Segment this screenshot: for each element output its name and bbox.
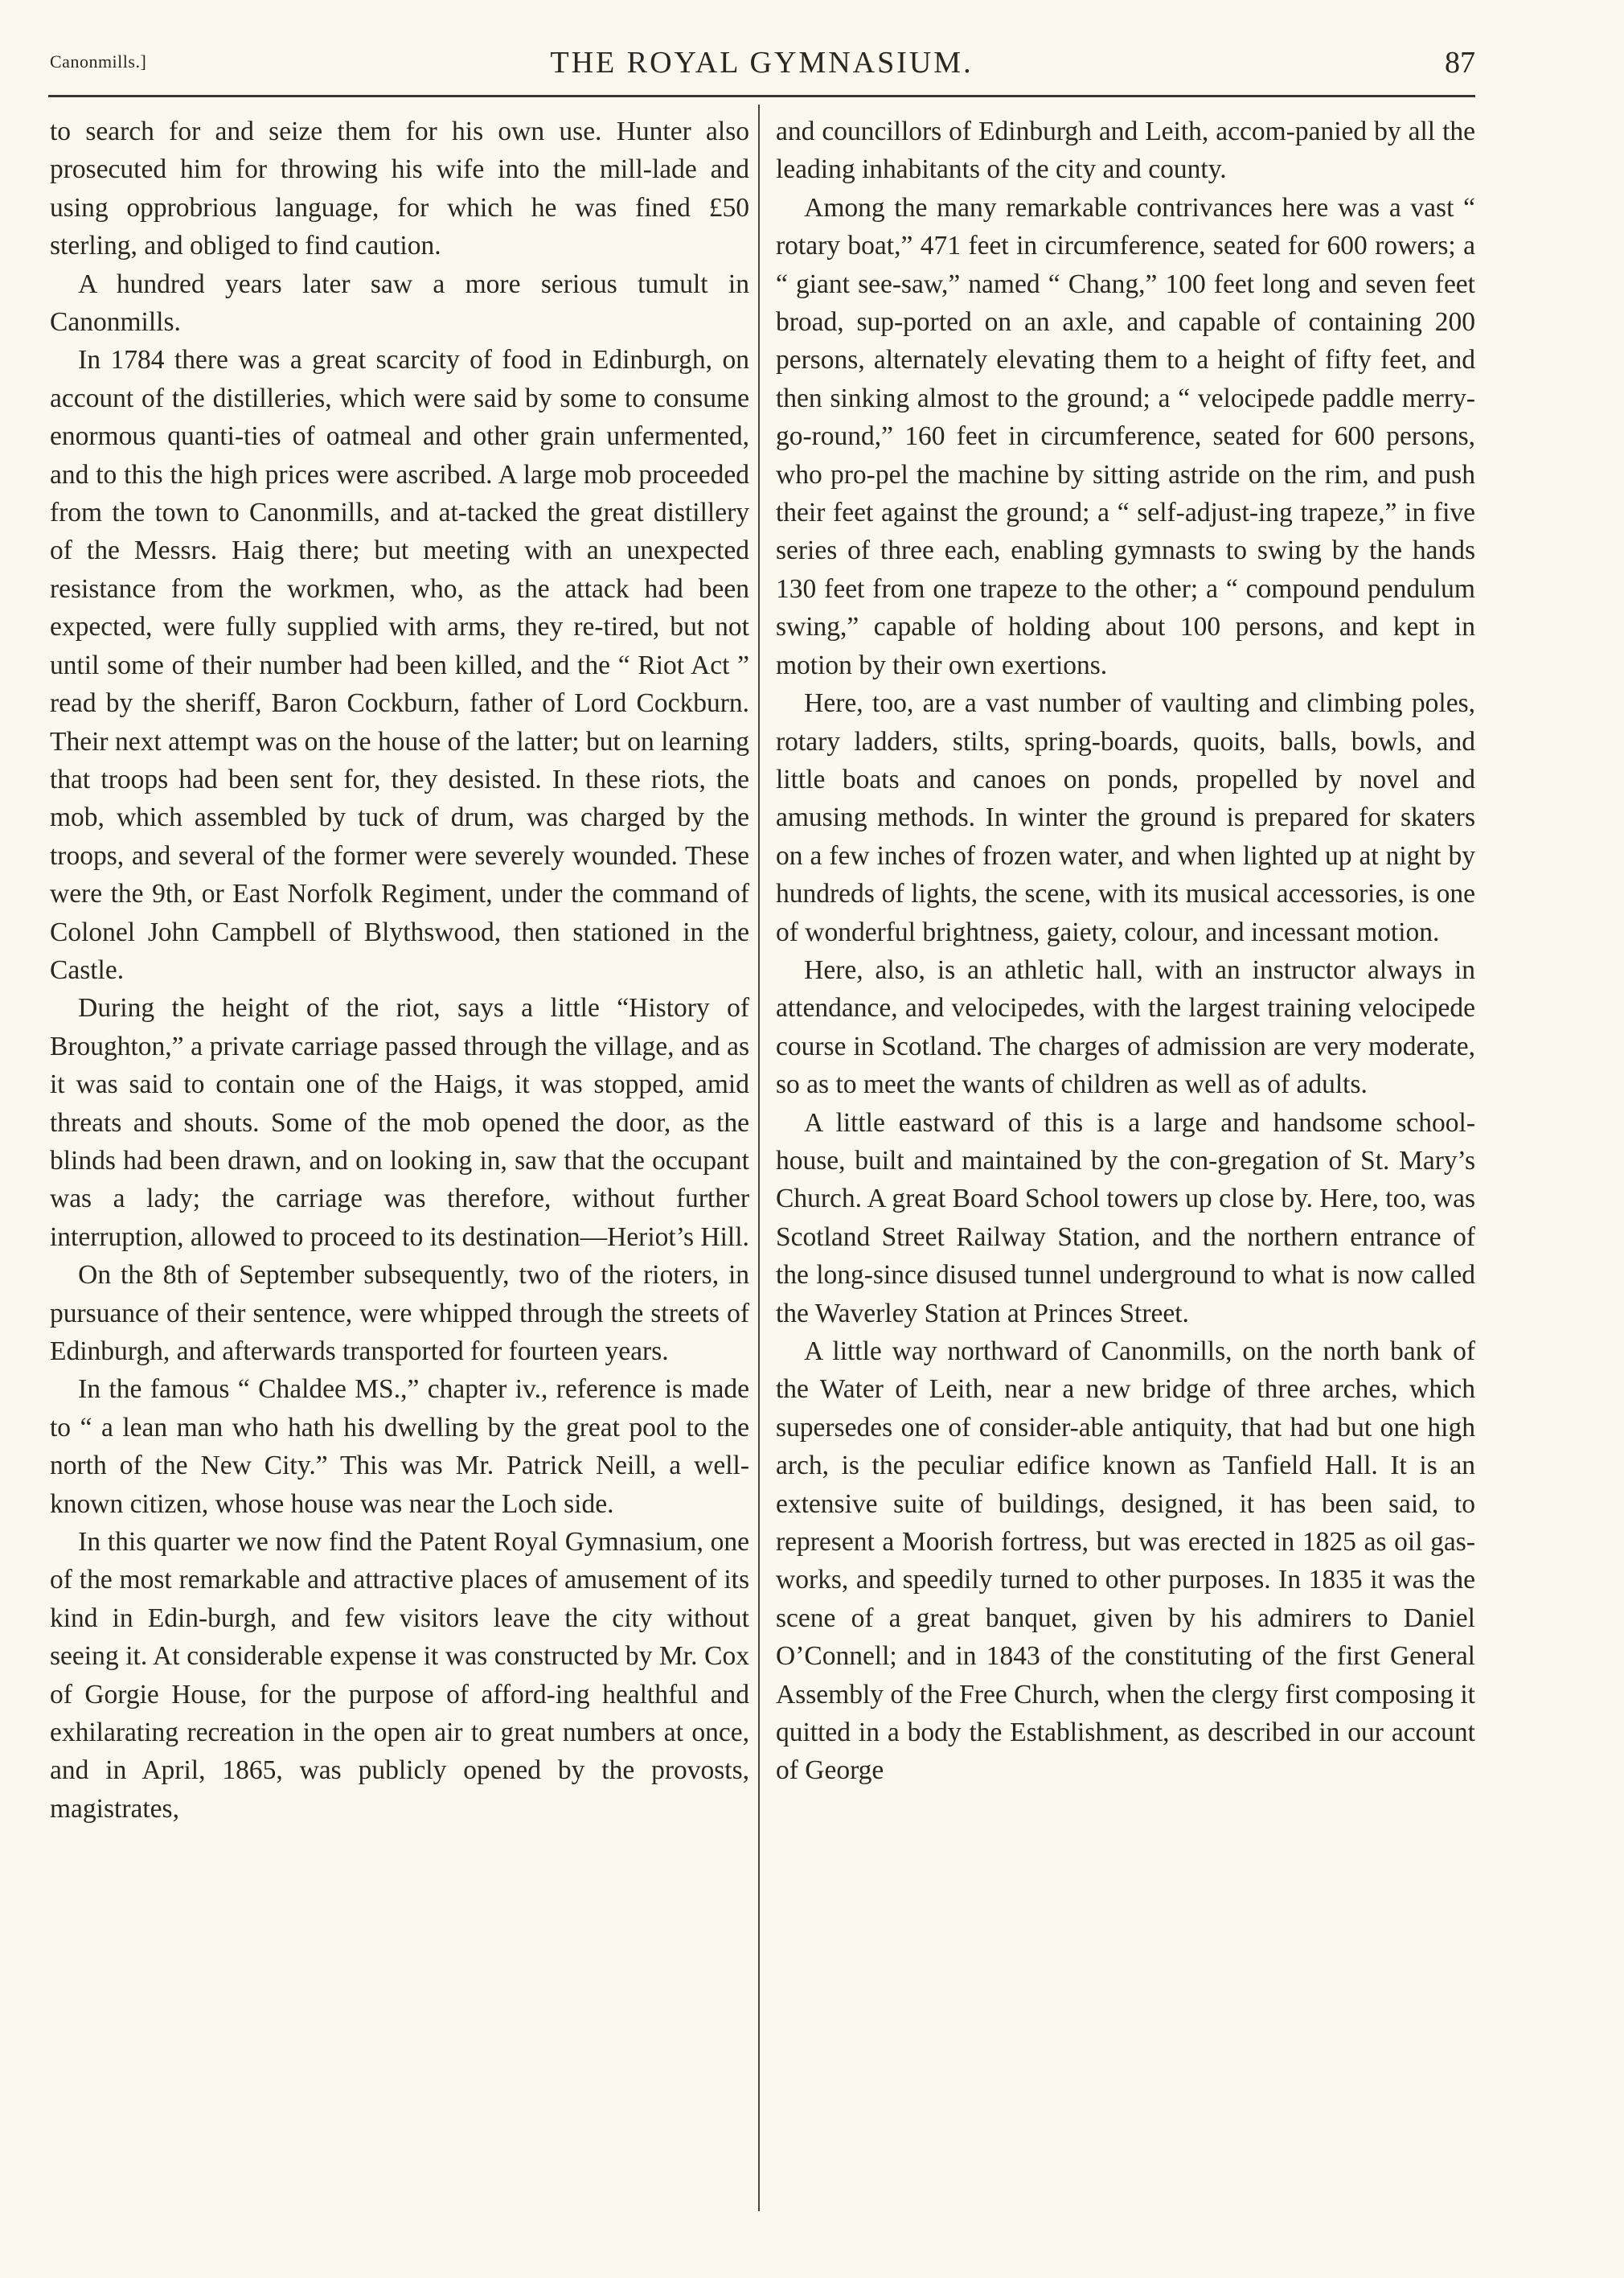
- column-divider: [758, 105, 760, 2211]
- page-number: 87: [1445, 46, 1475, 80]
- left-column: [50, 113, 749, 1828]
- paragraph: During the height of the riot, says a little “History of Broughton,” a private carriage passed through the village, and as it was said to contain one of the Haigs, it was stopped, amid threats and shouts. Some of the mob opened the door, as the blinds had been drawn, and on looking in, saw that the occupant was a lady; the carriage was therefore, without further interruption, allowed to proceed to its destination—Heriot’s Hill.: [50, 993, 749, 1252]
- paragraph: On the 8th of September subsequently, two of the rioters, in pursuance of their sentence, were whipped through the streets of Edinburgh, and afterwards transported for fourteen years.: [50, 1260, 749, 1366]
- paragraph: In this quarter we now find the Patent Royal Gymnasium, one of the most remarkable and attractive places of amusement of its kind in Edin-burgh, and few visitors leave the city without seeing it. At considerable expense it was constructed by Mr. Cox of Gorgie House, for the purpose of afford-ing healthful and exhilarating recreation in the open air to great numbers at once, and in April, 1865, was publicly opened by the provosts, magistrates,: [50, 1527, 749, 1824]
- paragraph: Among the many remarkable contrivances here was a vast “ rotary boat,” 471 feet in circumference, seated for 600 rowers; a “ giant see-saw,” named “ Chang,” 100 feet long and seven feet broad, sup-ported on an axle, and capable of containing 200 persons, alternately elevating them to a height of fifty feet, and then sinking almost to the ground; a “ velocipede paddle merry-go-round,” 160 feet in circumference, seated for 600 persons, who pro-pel the machine by sitting astride on the rim, and push their feet against the ground; a “ self-adjust-ing trapeze,” in five series of three each, enabling gymnasts to swing by the hands 130 feet from one trapeze to the other; a “ compound pendulum swing,” capable of holding about 100 persons, and kept in motion by their own exertions.: [776, 192, 1475, 680]
- paragraph: A hundred years later saw a more serious tumult in Canonmills.: [50, 269, 749, 338]
- right-column: [776, 113, 1475, 1790]
- paragraph: In 1784 there was a great scarcity of food in Edinburgh, on account of the distilleries, which were said by some to consume enormous quanti-ties of oatmeal and other grain unfermented, and to this the high prices were ascribed. A large mob proceeded from the town to Canonmills, and at-tacked the great distillery of the Messrs. Haig there; but meeting with an unexpected resistance from the workmen, who, as the attack had been expected, were fully supplied with arms, they re-tired, but not until some of their number had been killed, and the “ Riot Act ” read by the sheriff, Baron Cockburn, father of Lord Cockburn. Their next attempt was on the house of the latter; but on learning that troops had been sent for, they desisted. In these riots, the mob, which assembled by tuck of drum, was charged by the troops, and several of the former were severely wounded. These were the 9th, or East Norfolk Regiment, under the command of Colonel John Campbell of Blythswood, then stationed in the Castle.: [50, 345, 749, 985]
- paragraph: In the famous “ Chaldee MS.,” chapter iv., reference is made to “ a lean man who hath his dwelling by the great pool to the north of the New City.” This was Mr. Patrick Neill, a well-known citizen, whose house was near the Loch side.: [50, 1374, 749, 1519]
- page-title: THE ROYAL GYMNASIUM.: [550, 46, 974, 80]
- paragraph: Here, too, are a vast number of vaulting and climbing poles, rotary ladders, stilts, spring-boards, quoits, balls, bowls, and little boats and canoes on ponds, propelled by novel and amusing methods. In winter the ground is prepared for skaters on a few inches of frozen water, and when lighted up at night by hundreds of lights, the scene, with its musical accessories, is one of wonderful brightness, gaiety, colour, and incessant motion.: [776, 688, 1475, 947]
- paragraph: A little way northward of Canonmills, on the north bank of the Water of Leith, near a new bridge of three arches, which supersedes one of consider-able antiquity, that had but one high arch, is the peculiar edifice known as Tanfield Hall. It is an extensive suite of buildings, designed, it has been said, to represent a Moorish fortress, but was erected in 1825 as oil gas-works, and speedily turned to other purposes. In 1835 it was the scene of a great banquet, given by his admirers to Daniel O’Connell; and in 1843 of the constituting of the first General Assembly of the Free Church, when the clergy first composing it quitted in a body the Establishment, as described in our account of George: [776, 1336, 1475, 1786]
- header-rule: [48, 95, 1475, 97]
- paragraph: to search for and seize them for his own use. Hunter also prosecuted him for throwing his wife into the mill-lade and using opprobrious language, for which he was fined £50 sterling, and obliged to find caution.: [50, 117, 749, 261]
- paragraph: Here, also, is an athletic hall, with an instructor always in attendance, and velocipedes, with the largest training velocipede course in Scotland. The charges of admission are very moderate, so as to meet the wants of children as well as of adults.: [776, 954, 1475, 1100]
- paragraph: A little eastward of this is a large and handsome school-house, built and maintained by the con-gregation of St. Mary’s Church. A great Board School towers up close by. Here, too, was Scotland Street Railway Station, and the northern entrance of the long-since disused tunnel underground to what is now called the Waverley Station at Princes Street.: [776, 1107, 1475, 1328]
- section-label: Canonmills.]: [50, 51, 147, 72]
- paragraph: and councillors of Edinburgh and Leith, accom-panied by all the leading inhabitants of the city and county.: [776, 117, 1475, 185]
